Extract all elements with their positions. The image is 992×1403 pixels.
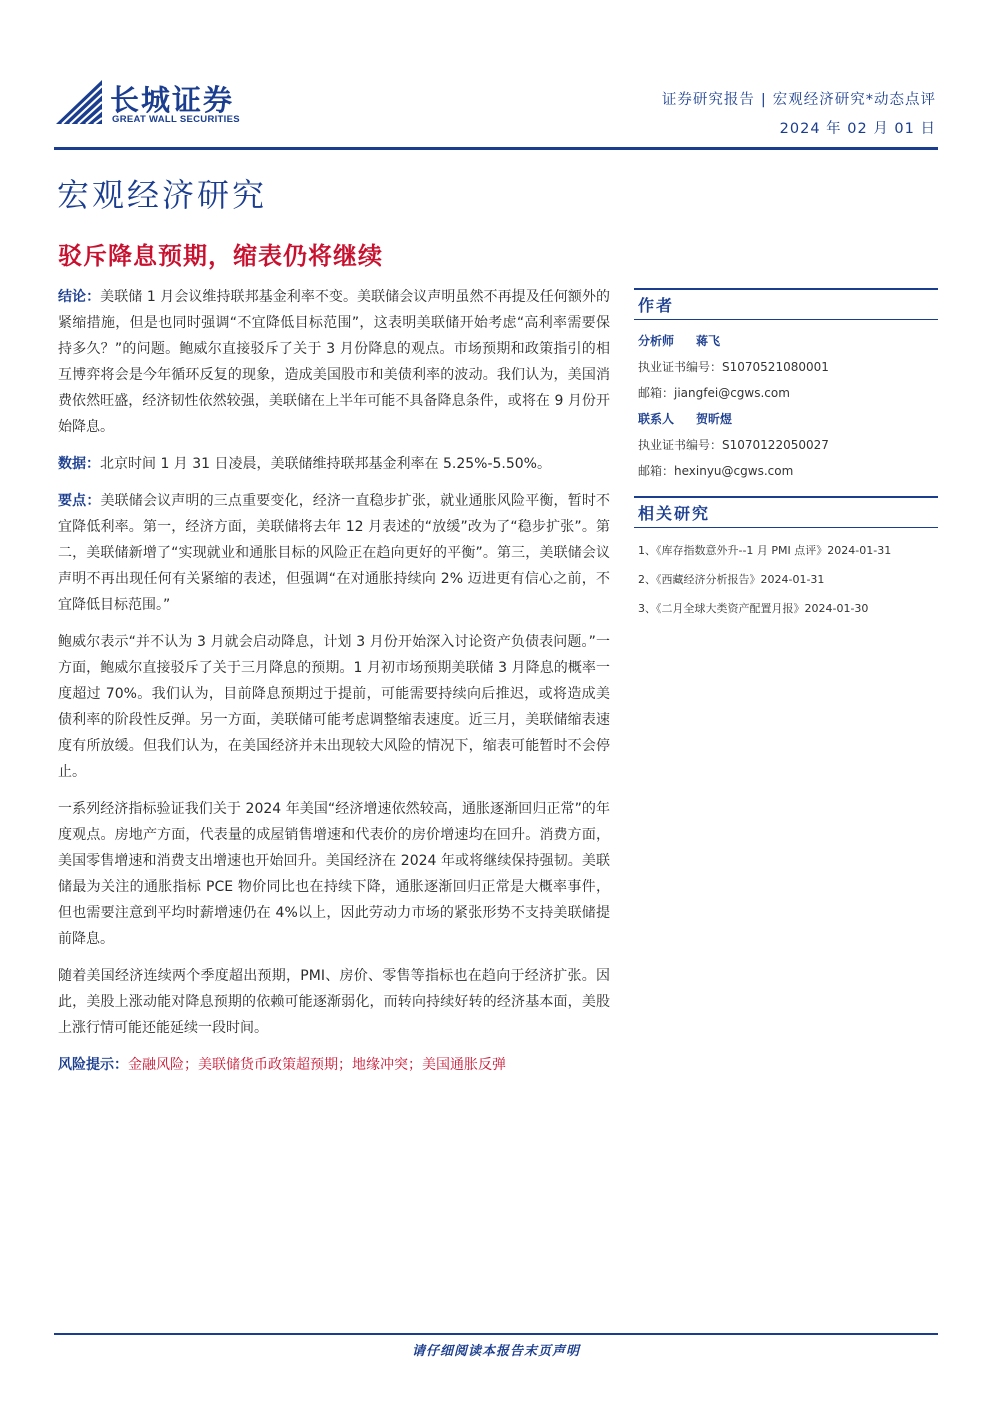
page-title: 宏观经济研究 — [57, 176, 268, 214]
contact-email-label: 邮箱： — [638, 464, 675, 478]
related-research-item[interactable]: 1、《库存指数意外升--1 月 PMI 点评》2024-01-31 — [638, 544, 892, 557]
company-logo — [54, 78, 264, 128]
analyst-email-row — [634, 380, 938, 406]
logo-chinese-name: 长城证券 — [110, 83, 235, 117]
points-paragraph — [58, 488, 610, 618]
report-header-info — [662, 88, 936, 138]
risk-item: 地缘冲突； — [352, 1057, 422, 1073]
analyst-email[interactable]: jiangfei@cgws.com — [674, 386, 790, 400]
related-research-item[interactable]: 3、《二月全球大类资产配置月报》2024-01-30 — [638, 602, 869, 615]
footer-divider — [54, 1333, 938, 1335]
analyst-cert-label: 执业证书编号： — [638, 360, 723, 374]
contact-name: 贺昕煜 — [696, 412, 733, 426]
analyst-row — [634, 328, 938, 354]
report-date: 2024 年 02 月 01 日 — [779, 121, 936, 137]
subcategory-label: 宏观经济研究*动态点评 — [772, 92, 936, 108]
risk-item: 金融风险； — [128, 1057, 198, 1073]
points-label: 要点： — [58, 493, 101, 509]
contact-row — [634, 406, 938, 432]
powell-paragraph: 鲍威尔表示“并不认为 3 月就会启动降息，计划 3 月份开始深入讨论资产负债表问题。”一方面，鲍威尔直接驳斥了关于三月降息的预期。1 月初市场预期美联储 3 月降息的概率一度超过 70%。我们认为，目前降息预期过于提前，可能需要持续向后推迟，或将造成美债利率的阶段性反弹。另一方面，美联储可能考虑调整缩表速度。近三月，美联储缩表速度有所放缓。但我们认为，在美国经济并未出现较大风险的情况下，缩表可能暂时不会停止。 — [58, 634, 610, 780]
related-research-heading: 相关研究 — [634, 496, 938, 528]
risk-item: 美联储货币政策超预期； — [198, 1057, 352, 1073]
report-body — [58, 284, 610, 1089]
report-category — [662, 88, 936, 109]
risk-label: 风险提示： — [58, 1057, 128, 1073]
contact-email[interactable]: hexinyu@cgws.com — [674, 464, 794, 478]
sidebar — [634, 288, 938, 623]
analyst-cert-row — [634, 354, 938, 380]
indicators-paragraph: 一系列经济指标验证我们关于 2024 年美国“经济增速依然较高，通胀逐渐回归正常”的年度观点。房地产方面，代表量的成屋销售增速和代表价的房价增速均在回升。消费方面，美国零售增速和消费支出增速也开始回升。美国经济在 2024 年或将继续保持强韧。美联储最为关注的通胀指标 PCE 物价同比也在持续下降，通胀逐渐回归正常是大概率事件，但也需要注意到平均时薪增速仍在 4%以上，因此劳动力市场的紧张形势不支持美联储提前降息。 — [58, 801, 610, 947]
great-wall-logo-icon — [54, 78, 104, 126]
contact-cert: S1070122050027 — [722, 438, 829, 452]
conclusion-label: 结论： — [58, 289, 101, 305]
data-label: 数据： — [58, 456, 100, 472]
analyst-email-label: 邮箱： — [638, 386, 675, 400]
analyst-role: 分析师 — [638, 334, 675, 348]
related-research-item[interactable]: 2、《西藏经济分析报告》2024-01-31 — [638, 573, 825, 586]
contact-role: 联系人 — [638, 412, 675, 426]
conclusion-paragraph — [58, 284, 610, 440]
risk-item: 美国通胀反弹 — [422, 1057, 506, 1073]
logo-english-name: GREAT WALL SECURITIES — [112, 114, 240, 125]
contact-email-row — [634, 458, 938, 484]
data-paragraph — [58, 451, 610, 477]
risk-paragraph — [58, 1052, 610, 1078]
equity-paragraph: 随着美国经济连续两个季度超出预期，PMI、房价、零售等指标也在趋向于经济扩张。因此，美股上涨动能对降息预期的依赖可能逐渐弱化，而转向持续好转的经济基本面，美股上涨行情可能还能延续一段时间。 — [58, 968, 610, 1036]
points-text: 美联储会议声明的三点重要变化，经济一直稳步扩张，就业通胀风险平衡，暂时不宜降低利率。第一，经济方面，美联储将去年 12 月表述的“放缓”改为了“稳步扩张”。第二，美联储新增了“实现就业和通胀目标的风险正在趋向更好的平衡”。第三，美联储会议声明不再出现任何有关紧缩的表述，但强调“在对通胀持续向 2% 迈进更有信心之前，不宜降低目标范围。” — [58, 493, 611, 613]
contact-cert-row — [634, 432, 938, 458]
footer-notice: 请仔细阅读本报告末页声明 — [411, 1344, 580, 1359]
header-divider — [54, 147, 938, 150]
report-subtitle: 驳斥降息预期，缩表仍将继续 — [58, 242, 383, 270]
data-text: 北京时间 1 月 31 日凌晨，美联储维持联邦基金利率在 5.25%-5.50%。 — [100, 456, 551, 472]
analyst-cert: S1070521080001 — [722, 360, 829, 374]
category-label: 证券研究报告 — [661, 92, 755, 108]
contact-cert-label: 执业证书编号： — [638, 438, 723, 452]
conclusion-text: 美联储 1 月会议维持联邦基金利率不变。美联储会议声明虽然不再提及任何额外的紧缩措施，但是也同时强调“不宜降低目标范围”，这表明美联储开始考虑“高利率需要保持多久？”的问题。鲍威尔直接驳斥了关于 3 月份降息的观点。市场预期和政策指引的相互博弈将会是今年循环反复的现象，造成美国股市和美债利率的波动。我们认为，美国消费依然旺盛，经济韧性依然较强，美联储在上半年可能不具备降息条件，或将在 9 月份开始降息。 — [58, 289, 610, 435]
analyst-name: 蒋飞 — [696, 334, 721, 348]
category-separator: | — [760, 92, 767, 108]
authors-heading: 作者 — [634, 288, 938, 320]
